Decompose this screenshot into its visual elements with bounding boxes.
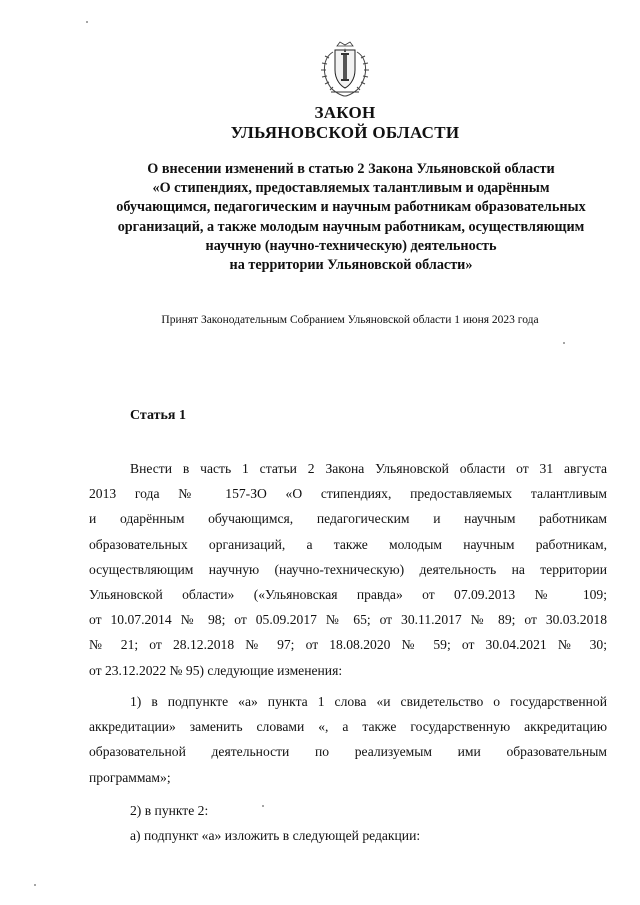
item-1 xyxy=(89,689,607,790)
subject-line: «О стипендиях, предоставляемых талантливым и одарённым xyxy=(152,180,550,197)
text-line: 2013 года № 157-ЗО «О стипендиях, предоставляемых талантливым xyxy=(89,486,607,502)
paragraph-main xyxy=(89,456,607,683)
text-line: образовательных организаций, а также молодым научным работникам, xyxy=(89,536,607,552)
article-heading: Статья 1 xyxy=(130,408,186,423)
subject-line: на территории Ульяновской области» xyxy=(229,257,473,274)
region-title: УЛЬЯНОВСКОЙ ОБЛАСТИ xyxy=(230,123,460,142)
scan-speck xyxy=(34,884,36,886)
subject-line: организаций, а также молодым научным работникам, осуществляющим xyxy=(117,218,585,235)
subject-line: научную (научно-техническую) деятельность xyxy=(205,237,497,254)
text-line: осуществляющим научную (научно-техническую) деятельность на территории xyxy=(89,561,607,577)
text-line: от 10.07.2014 № 98; от 05.09.2017 № 65; от 30.11.2017 № 89; от 30.03.2018 xyxy=(89,612,607,628)
item-2a xyxy=(89,823,607,848)
subject-line: обучающимся, педагогическим и научным работникам образовательных xyxy=(116,199,586,216)
text-line: Внести в часть 1 статьи 2 Закона Ульяновской области от 31 августа xyxy=(130,461,607,476)
text-line: аккредитации» заменить словами «, а также государственную аккредитацию xyxy=(89,719,607,735)
adoption-note: Принят Законодательным Собранием Ульяновской области 1 июня 2023 года xyxy=(161,314,539,326)
scan-speck xyxy=(563,342,565,344)
scan-speck xyxy=(86,21,88,23)
text-line: № 21; от 28.12.2018 № 97; от 18.08.2020 № 59; от 30.04.2021 № 30; xyxy=(89,637,607,653)
text-line: а) подпункт «а» изложить в следующей редакции: xyxy=(130,828,421,843)
text-line: и одарённым обучающимся, педагогическим и научным работникам xyxy=(89,511,607,527)
law-subject xyxy=(88,160,614,275)
text-line: Ульяновской области» («Ульяновская правда» от 07.09.2013 № 109; xyxy=(89,586,607,602)
text-line: образовательной деятельности по реализуемым ими образовательным xyxy=(89,744,607,760)
text-line: от 23.12.2022 № 95) следующие изменения: xyxy=(89,662,343,678)
item-2 xyxy=(89,798,607,823)
text-line: программам»; xyxy=(89,769,171,785)
subject-line: О внесении изменений в статью 2 Закона Ульяновской области xyxy=(147,161,555,177)
text-line: 1) в подпункте «а» пункта 1 слова «и свидетельство о государственной xyxy=(130,694,607,709)
law-title: ЗАКОН xyxy=(314,103,376,122)
text-line: 2) в пункте 2: xyxy=(130,803,209,818)
coat-of-arms-icon xyxy=(311,40,379,100)
scan-speck xyxy=(262,805,264,807)
